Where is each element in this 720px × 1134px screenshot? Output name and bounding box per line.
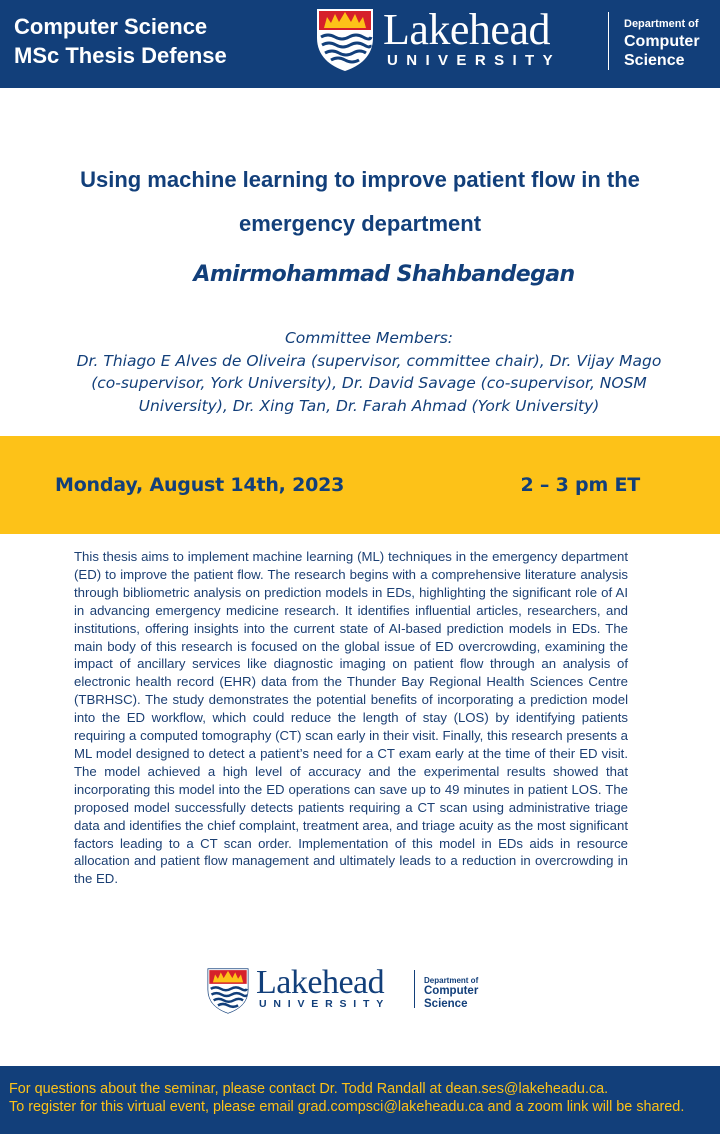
event-date: Monday, August 14th, 2023: [55, 474, 345, 496]
committee-line-2: (co-supervisor, York University), Dr. David Savage (co-supervisor, NOSM: [91, 374, 647, 392]
committee-heading: Committee Members:: [284, 329, 454, 347]
abstract-text: This thesis aims to implement machine learning (ML) techniques in the emergency department (ED) to improve the patient flow. The research begins with a comprehensive literature analysis through bibliometric analysis on prediction models in EDs, highlighting the significant role of AI in advancing emergency medicine research. It identifies influential articles, researchers, and institutions, offering insights into the current state of AI-based prediction models in EDs. The main body of this research is focused on the global issue of ED overcrowding, examining the impact of ancillary services like diagnostic imaging on patient flow through an analysis of electronic health record (EHR) data from the Thunder Bay Regional Health Sciences Centre (TBRHSC). The study demonstrates the potential benefits of incorporating a prediction model into the ED workflow, which could reduce the length of stay (LOS) by identifying patients requiring a computed tomography (CT) scan early in their visit. Finally, this research presents a ML model designed to detect a patient’s need for a CT exam early at the time of their ED visit. The model achieved a high level of accuracy and the experimental results showed that incorporating this model into the ED operations can save up to 49 minutes in patient LOS. The proposed model successfully detects patients requiring a CT scan using administrative triage data and identifies the chief complaint, treatment area, and triage acuity as the most significant factors leading to a CT scan order. Implementation of this model in EDs aids in resource allocation and patient flow management and ultimately leads to a reduction in overcrowding in the ED.: [74, 549, 628, 887]
logo-dept-name-line-2: Science: [624, 52, 685, 69]
event-type-line-1: Computer Science: [14, 14, 208, 39]
footer-banner: [0, 1066, 720, 1134]
header-banner: [0, 0, 720, 88]
logo-dept-name: [424, 985, 478, 1011]
presenter-name: Amirmohammad Shahbandegan: [193, 262, 575, 287]
lakehead-shield-logo-icon: [207, 968, 249, 1014]
logo-dept-name-line-1: Computer: [424, 985, 479, 997]
logo-dept-name-line-2: Science: [424, 998, 468, 1010]
logo-divider: [608, 12, 609, 70]
event-type-line-2: MSc Thesis Defense: [14, 43, 227, 68]
event-type: [14, 12, 227, 70]
logo-divider: [414, 970, 415, 1008]
thesis-title: Using machine learning to improve patient flow in the emergency department: [80, 167, 640, 236]
logo-university: UNIVERSITY: [387, 52, 562, 69]
logo-wordmark: Lakehead: [256, 964, 385, 1001]
committee-line-1: Dr. Thiago E Alves de Oliveira (supervisor, committee chair), Dr. Vijay Mago: [76, 351, 662, 370]
committee-line-3: University), Dr. Xing Tan, Dr. Farah Ahmad (York University): [138, 396, 600, 415]
footer-contact: For questions about the seminar, please contact Dr. Todd Randall at dean.ses@lakeheadu.ca.: [9, 1081, 609, 1097]
logo-dept-label: Department of: [624, 18, 699, 30]
logo-dept-name: [624, 32, 700, 70]
footer-register: To register for this virtual event, please email grad.compsci@lakeheadu.ca and a zoom link will be shared.: [9, 1099, 685, 1115]
logo-dept-name-line-1: Computer: [624, 33, 700, 50]
lakehead-logo: [316, 5, 716, 80]
event-time: 2 – 3 pm ET: [520, 474, 640, 496]
logo-dept-label: Department of: [424, 976, 479, 985]
lakehead-logo-bottom: [207, 964, 497, 1012]
lakehead-shield-logo-icon: [316, 8, 374, 72]
logo-wordmark: Lakehead: [383, 5, 550, 54]
committee-members: [64, 327, 674, 417]
logo-university: UNIVERSITY: [259, 998, 391, 1010]
